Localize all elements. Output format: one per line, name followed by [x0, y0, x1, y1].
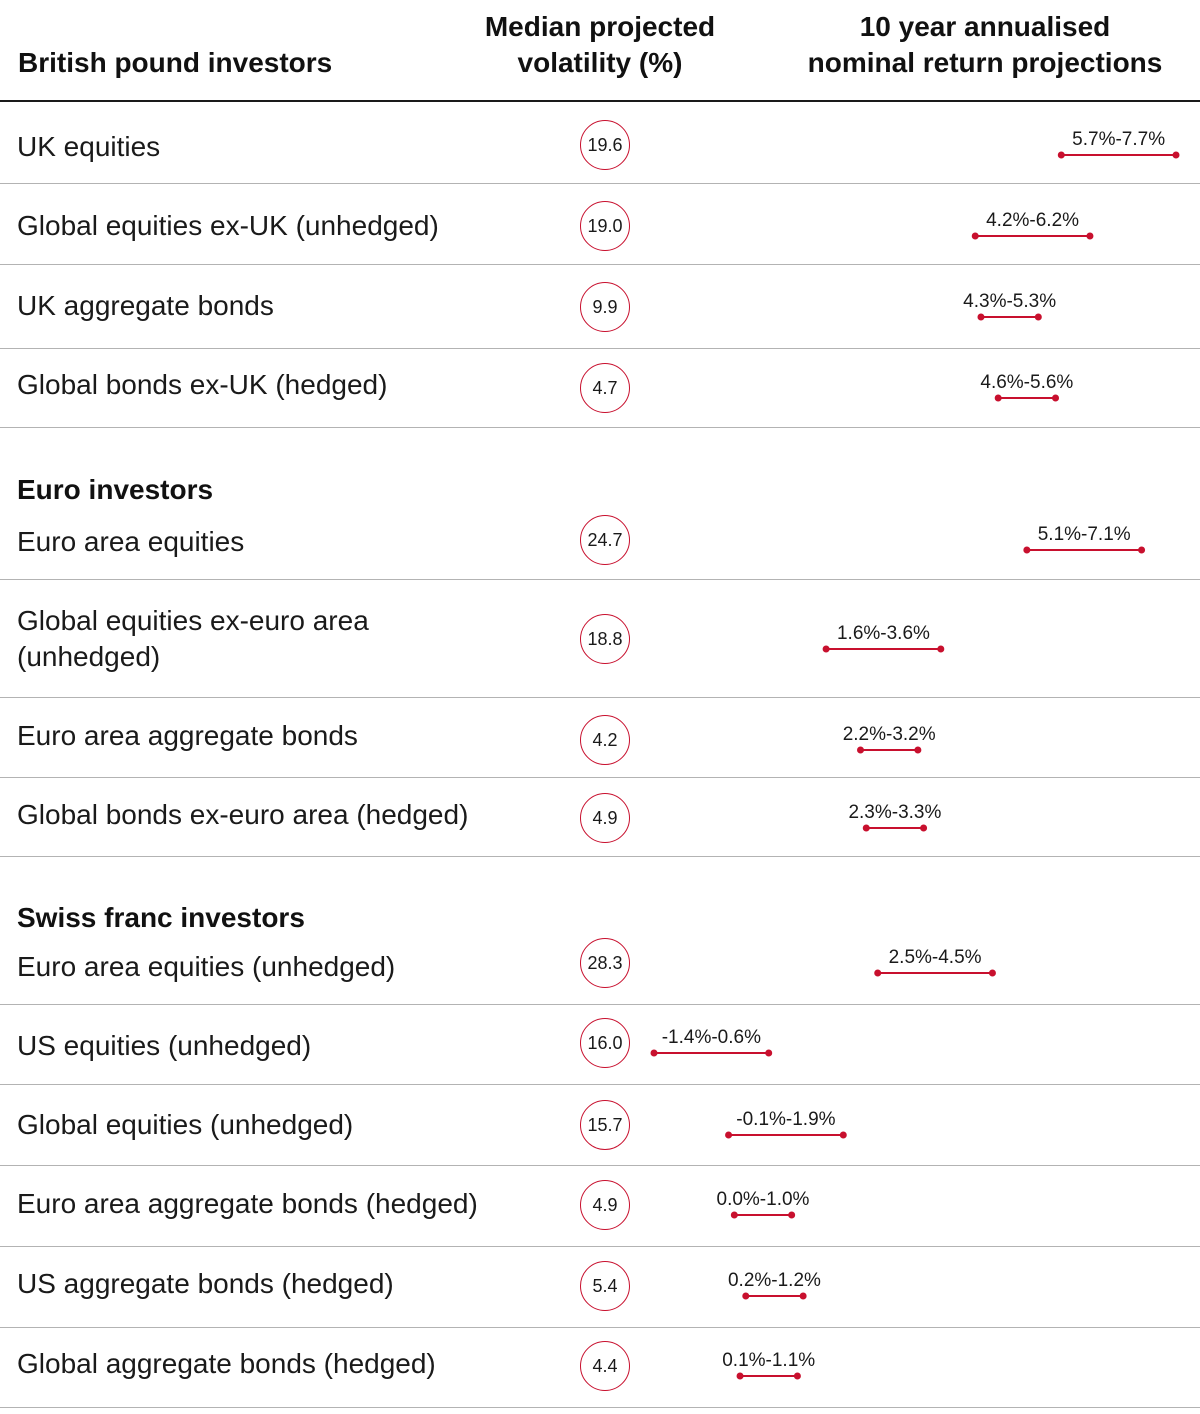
range-high-point	[937, 646, 944, 653]
volatility-value: 15.7	[580, 1100, 630, 1150]
range-label: 4.6%-5.6%	[980, 372, 1074, 393]
volatility-value: 24.7	[580, 515, 630, 565]
group-label-euro-investors: Euro investors	[17, 474, 214, 505]
range-label: 0.0%-1.0%	[716, 1189, 810, 1210]
row-label-uk-equities: UK equities	[17, 131, 161, 162]
row-label-euro-area-aggregate-bonds-hedged: Euro area aggregate bonds (hedged)	[17, 1188, 478, 1219]
header-return-projections: 10 year annualised nominal return projections	[807, 11, 1163, 78]
range-low-point	[874, 970, 881, 977]
row-label-global-equities-ex-euro-area-unhedged: Global equities ex-euro area (unhedged)	[17, 605, 369, 672]
range-low-point	[823, 646, 830, 653]
range-label: 2.5%-4.5%	[888, 947, 982, 968]
range-high-point	[1035, 314, 1042, 321]
row-label-global-equities-unhedged: Global equities (unhedged)	[17, 1109, 354, 1140]
range-high-point	[1138, 547, 1145, 554]
volatility-value: 19.6	[580, 120, 630, 170]
range-high-point	[920, 825, 927, 832]
range-high-point	[989, 970, 996, 977]
range-low-point	[857, 747, 864, 754]
range-label: 0.1%-1.1%	[722, 1350, 816, 1371]
range-label: 5.1%-7.1%	[1037, 524, 1131, 545]
range-high-point	[1052, 395, 1059, 402]
row-label-euro-area-equities: Euro area equities	[17, 526, 245, 557]
volatility-value: 18.8	[580, 614, 630, 664]
volatility-value: 4.4	[580, 1341, 630, 1391]
range-label: 2.2%-3.2%	[842, 724, 936, 745]
range-low-point	[995, 395, 1002, 402]
range-low-point	[742, 1293, 749, 1300]
volatility-value: 4.7	[580, 363, 630, 413]
range-high-point	[788, 1212, 795, 1219]
range-label: -0.1%-1.9%	[736, 1109, 836, 1130]
group-label-swiss-franc-investors: Swiss franc investors	[17, 902, 305, 933]
range-high-point	[1086, 233, 1093, 240]
header-median-volatility: Median projected volatility (%)	[484, 11, 716, 78]
volatility-value: 28.3	[580, 938, 630, 988]
range-label: 2.3%-3.3%	[848, 802, 942, 823]
row-label-uk-aggregate-bonds: UK aggregate bonds	[17, 290, 274, 321]
range-low-point	[977, 314, 984, 321]
volatility-value: 4.9	[580, 1180, 630, 1230]
row-label-global-aggregate-bonds-hedged: Global aggregate bonds (hedged)	[17, 1348, 436, 1379]
range-low-point	[1023, 547, 1030, 554]
volatility-value: 5.4	[580, 1261, 630, 1311]
range-high-point	[800, 1293, 807, 1300]
range-label: 1.6%-3.6%	[836, 623, 930, 644]
range-low-point	[737, 1373, 744, 1380]
range-high-point	[914, 747, 921, 754]
row-label-euro-area-equities-unhedged: Euro area equities (unhedged)	[17, 951, 396, 982]
range-label: 4.2%-6.2%	[986, 210, 1080, 231]
volatility-value: 9.9	[580, 282, 630, 332]
volatility-value: 19.0	[580, 201, 630, 251]
volatility-value: 4.2	[580, 715, 630, 765]
range-low-point	[1058, 152, 1065, 159]
row-label-us-aggregate-bonds-hedged: US aggregate bonds (hedged)	[17, 1268, 394, 1299]
range-high-point	[840, 1132, 847, 1139]
range-low-point	[863, 825, 870, 832]
range-label: 4.3%-5.3%	[963, 291, 1057, 312]
range-label: 5.7%-7.7%	[1072, 129, 1166, 150]
range-label: -1.4%-0.6%	[661, 1027, 762, 1048]
volatility-value: 16.0	[580, 1018, 630, 1068]
row-label-us-equities-unhedged: US equities (unhedged)	[17, 1030, 312, 1061]
range-high-point	[794, 1373, 801, 1380]
row-label-global-bonds-ex-uk-hedged: Global bonds ex-UK (hedged)	[17, 369, 388, 400]
range-low-point	[972, 233, 979, 240]
row-label-global-equities-ex-uk-unhedged: Global equities ex-UK (unhedged)	[17, 210, 439, 241]
range-low-point	[651, 1050, 658, 1057]
row-label-euro-area-aggregate-bonds: Euro area aggregate bonds	[17, 720, 358, 751]
range-label: 0.2%-1.2%	[727, 1270, 821, 1291]
range-high-point	[765, 1050, 772, 1057]
range-low-point	[725, 1132, 732, 1139]
range-low-point	[731, 1212, 738, 1219]
header-british-pound-investors: British pound investors	[18, 47, 333, 78]
range-high-point	[1173, 152, 1180, 159]
volatility-value: 4.9	[580, 793, 630, 843]
row-label-global-bonds-ex-euro-area-hedged: Global bonds ex-euro area (hedged)	[17, 799, 469, 830]
